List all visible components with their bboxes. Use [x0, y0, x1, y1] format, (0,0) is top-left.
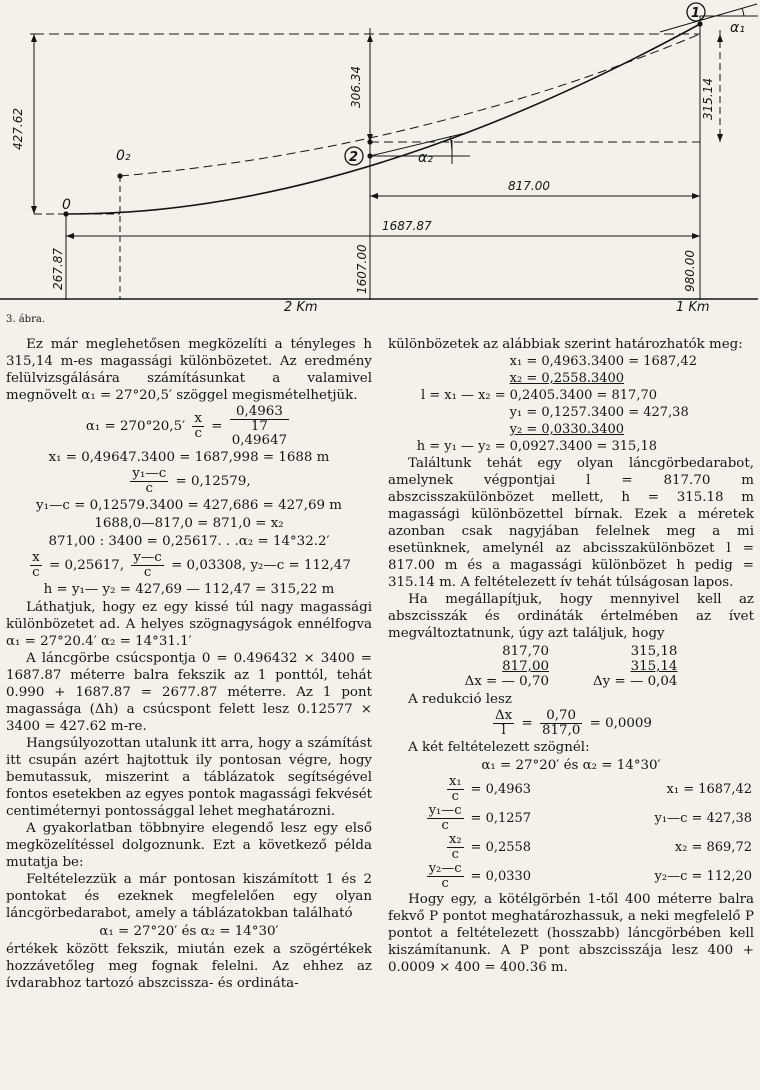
- dim-315-14: 315.14: [701, 78, 715, 120]
- dim-267-87: 267.87: [51, 248, 65, 290]
- dim-980-00: 980.00: [683, 250, 697, 292]
- dashed-curve: [120, 34, 700, 176]
- paragraph: értékek között fekszik, miután ezek a szögértékek hozzávetőleg meg fognak felelni. Az ehhez az ívdarabhoz tartozó abszcissza- és ordináta-: [6, 942, 372, 991]
- catenary-curve: [66, 24, 700, 214]
- paragraph: Hangsúlyozottan utalunk itt arra, hogy a számítást itt csupán azért hajtottuk ily pontosan végre, hogy bemutassuk, miszerint a táblázatok segítségével fontos esetekben az egyes pontok magassági fekvését centiméternyi pontossággal lehet meghatározni.: [6, 736, 372, 819]
- equation: x₁ = 0,49647.3400 = 1687,998 = 1688 m: [48, 450, 330, 465]
- label-point-02: 0₂: [116, 148, 131, 164]
- axis-label-2km: 2 Km: [284, 300, 318, 312]
- paragraph: A két feltételezett szögnél:: [408, 740, 590, 755]
- axis-label-1km: 1 Km: [676, 300, 710, 312]
- paragraph: Ez már meglehetősen megközelíti a tényleges h 315,14 m-es magassági különbözetet. Az eredmény felülvizsgálására számításunkat a valamivel megnövelt α₁ = 27°20,5′ szöggel megismételhetjük.: [6, 337, 372, 403]
- equation: α₁ = 27°20′ és α₂ = 14°30′: [99, 924, 279, 939]
- ratio-table: $\frac{\text{x₁}}{c}$ = 0,4963 x₁ = 1687,42 $\frac{\text{y₁—c}}{c}$ = 0,1257 y₁—c = 427,38 $\frac{\text{x₂}}{c}$ = 0,2558 x₂ = 869,72 $\frac{\text{y₂—c}}{c}$ = 0,0330 y₂—c = 112,20: [428, 774, 752, 891]
- left-column: [6, 336, 372, 992]
- equation: α₁ = 27°20′ és α₂ = 14°30′: [481, 758, 661, 773]
- label-alpha-2: α₂: [418, 150, 433, 166]
- paragraph: Feltételezzük a már pontosan kiszámított 1 és 2 pontokat és ezeknek megfelelően egy olyan láncgörbedarabot, amely a táblázatokban található: [6, 872, 372, 921]
- paragraph: Ha megállapítjuk, hogy mennyivel kell az abszcisszák és ordináták értelmében az ívet megváltoztatnunk, úgy azt találjuk, hogy: [388, 592, 754, 641]
- paragraph: Találtunk tehát egy olyan láncgörbedarabot, amelynek végpontjai l = 817.70 m abszcisszakülönbözet mellett, h = 315.18 m magassági különbözettel bírnak. Ezek a méretek azonban csak nagyjában felelnek meg a mi esetünknek, amelynél az abcisszakülönbözet l = 817.00 m és a magassági különbözet h pedig = 315.14 m. A feltételezett ív tehát túlságosan lapos.: [388, 456, 754, 590]
- dim-306-34: 306.34: [349, 66, 363, 108]
- paragraph: A láncgörbe csúcspontja 0 = 0.496432 × 3400 = 1687.87 méterre balra fekszik az 1 ponttól, tehát 0.990 + 1687.87 = 2677.87 méterre. Az 1 pont magassága (Δh) a csúcspont felett lesz 0.12577 × 3400 = 427.62 m-re.: [6, 651, 372, 734]
- equation: 871,00 : 3400 = 0,25617. . .α₂ = 14°32.2′: [48, 534, 330, 549]
- equation: $\frac{\Delta x}{l}$ = $\frac{0,70}{817,0}$ = 0,0009: [495, 708, 652, 738]
- label-point-1: 1: [691, 6, 701, 21]
- paragraph: A gyakorlatban többnyire elegendő lesz egy első megközelítéssel dolgoznunk. Ezt a következő példa mutatja be:: [6, 821, 372, 870]
- paragraph: különbözetek az alábbiak szerint határozhatók meg:: [388, 337, 743, 352]
- dim-1687-87: 1687.87: [382, 219, 432, 233]
- label-alpha-1: α₁: [730, 20, 745, 36]
- label-point-0: 0: [62, 197, 71, 213]
- difference-table: x₁ = 0,4963.3400 = 1687,42 x₂ = 0,2558.3400 l = x₁ — x₂ = 0,2405.3400 = 817,70 y₁ = 0,1257.3400 = 427,38 y₂ = 0,0330.3400 h = y₁ — y₂ = 0,0927.3400 = 315,18: [416, 354, 697, 454]
- dim-427-62: 427.62: [11, 108, 25, 150]
- equation: $\frac{\text{y₁—c}}{c}$ = 0,12579,: [132, 466, 251, 496]
- paragraph: A redukció lesz: [408, 692, 512, 707]
- delta-block: 817,70 817,00 Δx = — 0,70 315,18 315,14 Δy = — 0,04: [464, 644, 678, 689]
- equation: α₁ = 270°20,5′ $\frac{x}{c}$ = 0,4963 17 0,49647: [85, 404, 288, 448]
- paragraph: Hogy egy, a kötélgörbén 1-től 400 méterre balra fekvő P pontot meghatározhassuk, a neki megfelelő P pontot a feltételezett (hosszabb) láncgörbében kell kiszámítanunk. A P pont abszcisszája lesz 400 + 0.0009 × 400 = 400.36 m.: [388, 892, 754, 975]
- equation: 1688,0—817,0 = 871,0 = x₂: [94, 516, 284, 531]
- catenary-figure: [0, 0, 760, 312]
- equation: y₁—c = 0,12579.3400 = 427,686 = 427,69 m: [36, 498, 342, 513]
- dim-817-00: 817.00: [508, 179, 550, 193]
- dim-1607-00: 1607.00: [355, 244, 369, 294]
- right-column: [388, 336, 754, 976]
- paragraph: Láthatjuk, hogy ez egy kissé túl nagy magassági különbözetet ad. A helyes szögnagyságok ennélfogva α₁ = 27°20.4′ α₂ = 14°31.1′: [6, 600, 372, 649]
- figure-caption: 3. ábra.: [6, 314, 46, 325]
- equation: $\frac{x}{c}$ = 0,25617, $\frac{y—c}{c}$ = 0,03308, y₂—c = 112,47: [32, 550, 351, 580]
- label-point-2: 2: [349, 150, 359, 165]
- equation: h = y₁— y₂ = 427,69 — 112,47 = 315,22 m: [43, 582, 335, 597]
